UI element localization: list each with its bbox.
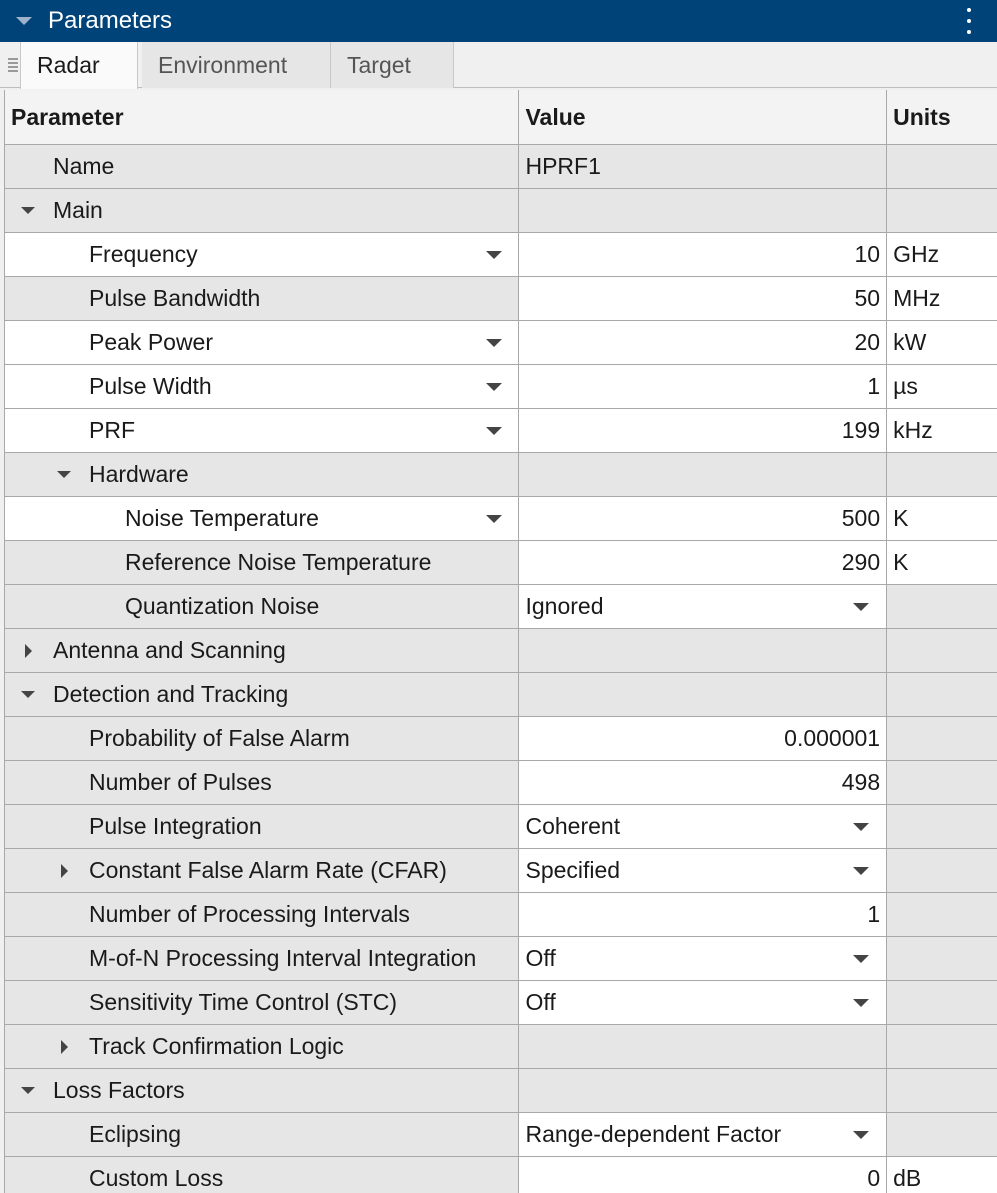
chevron-down-icon[interactable]	[853, 955, 869, 963]
table-row[interactable]	[5, 717, 997, 761]
collapsed-caret-icon[interactable]	[25, 644, 32, 658]
table-row[interactable]	[5, 453, 997, 497]
chevron-down-icon[interactable]	[853, 1131, 869, 1139]
table-row[interactable]	[5, 849, 997, 893]
unit-text: µs	[893, 373, 918, 399]
tab-strip	[0, 42, 997, 88]
tab-environment[interactable]: Environment	[142, 42, 331, 88]
table-row[interactable]	[5, 937, 997, 981]
chevron-down-icon[interactable]	[486, 515, 502, 523]
value-field[interactable]: 0	[867, 1165, 881, 1191]
table-row[interactable]	[5, 277, 997, 321]
chevron-down-icon[interactable]	[486, 339, 502, 347]
value-field[interactable]: 500	[841, 505, 881, 531]
parameter-label: M-of-N Processing Interval Integration	[89, 945, 477, 971]
group-label: Hardware	[89, 461, 189, 487]
parameter-label: Sensitivity Time Control (STC)	[89, 989, 398, 1015]
value-field[interactable]: 1	[867, 901, 881, 927]
value-dropdown[interactable]: Specified	[525, 857, 621, 883]
unit-text: kHz	[893, 417, 933, 443]
parameter-label: Name	[53, 153, 115, 179]
group-label: Antenna and Scanning	[53, 637, 286, 663]
table-row[interactable]	[5, 629, 997, 673]
parameter-label: Eclipsing	[89, 1121, 182, 1147]
value-field[interactable]: 498	[841, 769, 881, 795]
table-row[interactable]	[5, 585, 997, 629]
column-header-value[interactable]: Value	[519, 90, 887, 144]
column-header-parameter[interactable]: Parameter	[5, 90, 519, 144]
parameter-label: Pulse Bandwidth	[89, 285, 261, 311]
table-row[interactable]	[5, 1157, 997, 1193]
group-label: Track Confirmation Logic	[89, 1033, 344, 1059]
value-field[interactable]: 0.000001	[784, 725, 881, 751]
unit-text: kW	[893, 329, 927, 355]
table-row[interactable]	[5, 805, 997, 849]
column-header-units[interactable]: Units	[893, 104, 951, 130]
unit-text: GHz	[893, 241, 940, 267]
tab-radar[interactable]: Radar	[20, 42, 138, 89]
table-row[interactable]	[5, 497, 997, 541]
value-text[interactable]: HPRF1	[525, 153, 601, 179]
parameter-label: PRF	[89, 417, 135, 443]
group-label: Main	[53, 197, 103, 223]
collapsed-caret-icon[interactable]	[61, 864, 68, 878]
parameter-table	[4, 90, 997, 1193]
parameter-label: Probability of False Alarm	[89, 725, 350, 751]
parameter-label: Constant False Alarm Rate (CFAR)	[89, 857, 447, 883]
table-row[interactable]	[5, 321, 997, 365]
table-row[interactable]	[5, 409, 997, 453]
parameter-label: Number of Processing Intervals	[89, 901, 410, 927]
table-row[interactable]	[5, 1025, 997, 1069]
value-field[interactable]: 1	[867, 373, 881, 399]
table-row[interactable]	[5, 365, 997, 409]
expand-caret-icon[interactable]	[57, 471, 71, 478]
table-row[interactable]	[5, 893, 997, 937]
value-field[interactable]: 290	[841, 549, 881, 575]
parameter-label: Noise Temperature	[125, 505, 319, 531]
value-dropdown[interactable]: Range-dependent Factor	[525, 1121, 782, 1147]
parameter-label: Frequency	[89, 241, 198, 267]
table-row[interactable]	[5, 541, 997, 585]
table-row[interactable]	[5, 761, 997, 805]
table-row[interactable]	[5, 1113, 997, 1157]
collapse-caret-icon[interactable]	[16, 17, 32, 25]
parameter-label: Reference Noise Temperature	[125, 549, 432, 575]
unit-text: K	[893, 549, 909, 575]
value-field[interactable]: 10	[854, 241, 881, 267]
tab-target[interactable]: Target	[331, 42, 454, 88]
chevron-down-icon[interactable]	[853, 603, 869, 611]
parameter-label: Quantization Noise	[125, 593, 320, 619]
table-row[interactable]	[5, 1069, 997, 1113]
parameter-label: Peak Power	[89, 329, 214, 355]
table-row[interactable]	[5, 673, 997, 717]
parameter-label: Pulse Width	[89, 373, 212, 399]
chevron-down-icon[interactable]	[486, 251, 502, 259]
chevron-down-icon[interactable]	[486, 383, 502, 391]
parameter-label: Pulse Integration	[89, 813, 262, 839]
parameter-label: Number of Pulses	[89, 769, 272, 795]
table-row[interactable]	[5, 233, 997, 277]
unit-text: K	[893, 505, 909, 531]
chevron-down-icon[interactable]	[486, 427, 502, 435]
value-field[interactable]: 20	[854, 329, 881, 355]
table-row[interactable]	[5, 189, 997, 233]
unit-text: MHz	[893, 285, 941, 311]
chevron-down-icon[interactable]	[853, 823, 869, 831]
table-row[interactable]	[5, 981, 997, 1025]
expand-caret-icon[interactable]	[21, 691, 35, 698]
parameter-label: Custom Loss	[89, 1165, 224, 1191]
group-label: Loss Factors	[53, 1077, 185, 1103]
table-row[interactable]	[5, 145, 997, 189]
panel-title: Parameters	[48, 7, 173, 34]
drag-handle-icon[interactable]	[8, 58, 18, 72]
collapsed-caret-icon[interactable]	[61, 1040, 68, 1054]
unit-text: dB	[893, 1165, 922, 1191]
group-label: Detection and Tracking	[53, 681, 289, 707]
chevron-down-icon[interactable]	[853, 867, 869, 875]
value-dropdown[interactable]: Coherent	[525, 813, 621, 839]
panel-titlebar	[0, 0, 997, 42]
value-dropdown[interactable]: Off	[525, 989, 556, 1015]
value-dropdown[interactable]: Ignored	[525, 593, 604, 619]
value-field[interactable]: 50	[854, 285, 881, 311]
value-field[interactable]: 199	[841, 417, 881, 443]
expand-caret-icon[interactable]	[21, 207, 35, 214]
value-dropdown[interactable]: Off	[525, 945, 556, 971]
more-options-icon[interactable]	[962, 8, 976, 34]
expand-caret-icon[interactable]	[21, 1087, 35, 1094]
chevron-down-icon[interactable]	[853, 999, 869, 1007]
table-header	[5, 90, 997, 145]
